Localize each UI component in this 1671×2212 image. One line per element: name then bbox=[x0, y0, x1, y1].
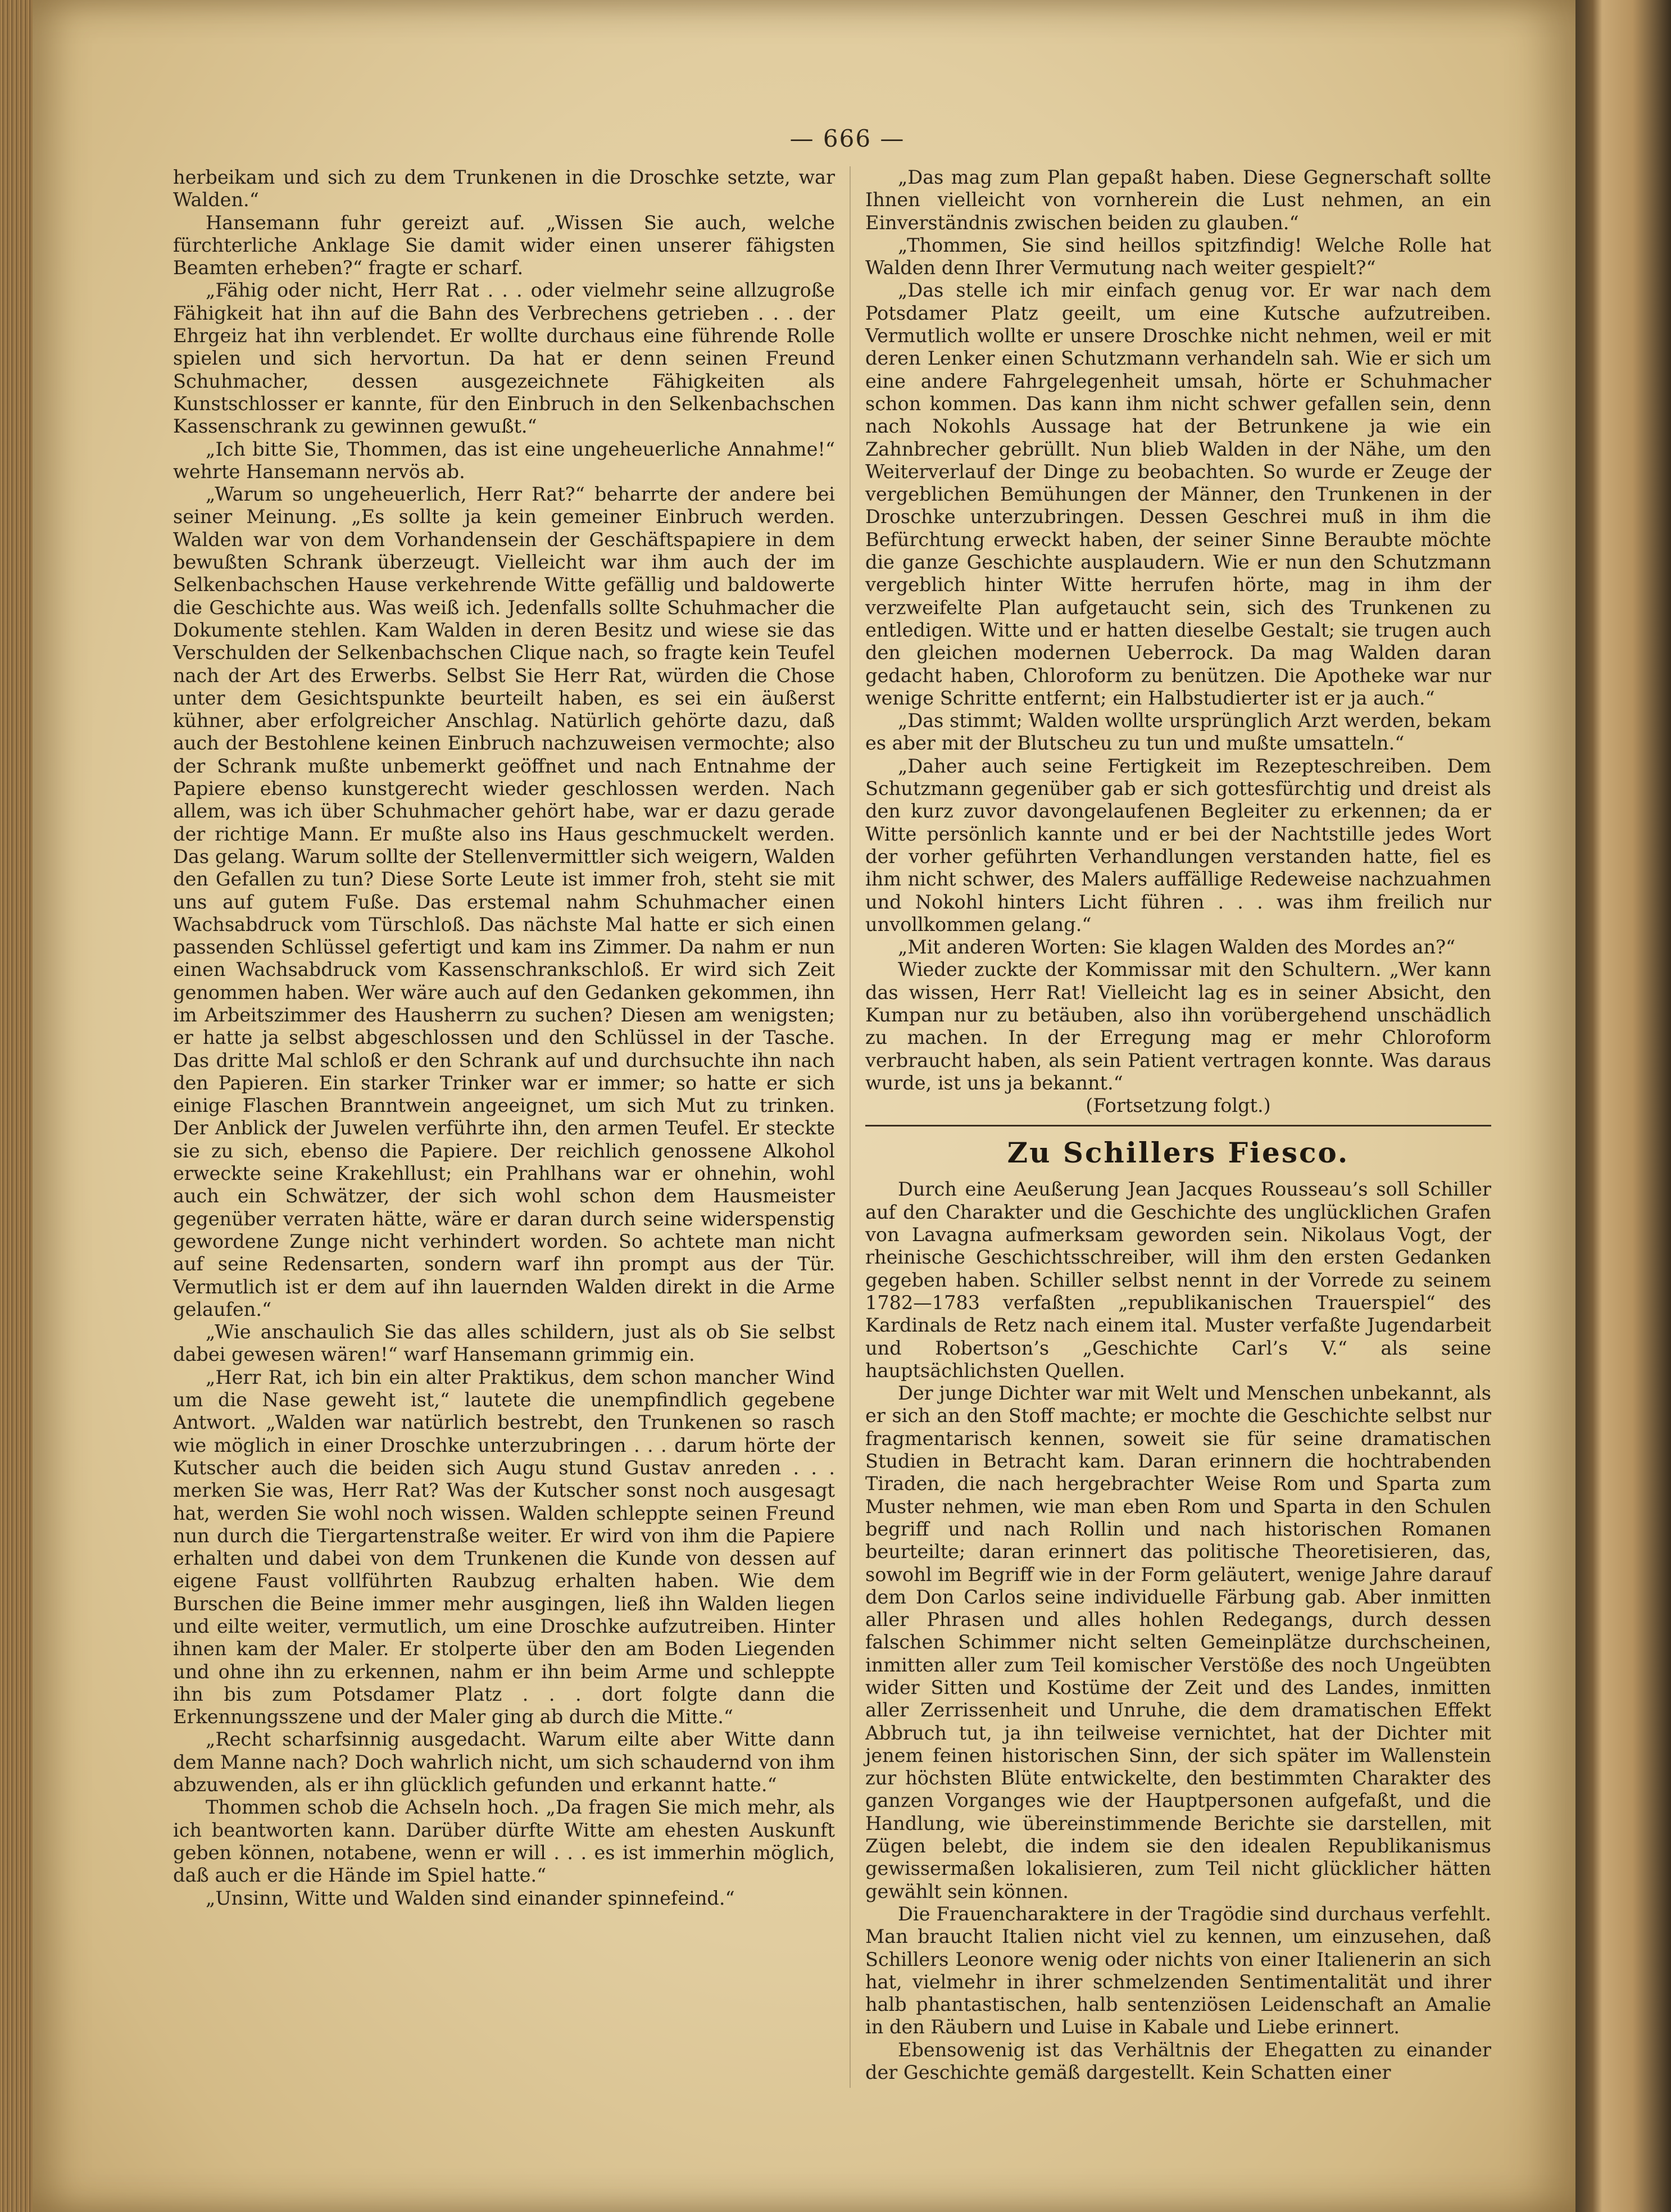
paragraph: Thommen schob die Achseln hoch. „Da fragen Sie mich mehr, als ich beantworten kann. Darüber dürfte Witte am ehesten Auskunft geben können, notabene, wenn er will . . . es ist immerhin möglich, daß auch er die Hände im Spiel hatte.“ bbox=[173, 1796, 835, 1887]
paragraph: „Unsinn, Witte und Walden sind einander spinnefeind.“ bbox=[206, 1887, 735, 1909]
book-page-edges-right bbox=[1575, 0, 1671, 2212]
paragraph: herbeikam und sich zu dem Trunkenen in die Droschke setzte, war Walden.“ bbox=[173, 166, 835, 211]
paragraph: „Recht scharfsinnig ausgedacht. Warum eilte aber Witte dann dem Manne nach? Doch wahrlich nicht, um sich schaudernd von ihm abzuwenden, als er ihn glücklich gefunden und erkannt hatte.“ bbox=[173, 1728, 835, 1796]
column-divider bbox=[850, 166, 851, 2088]
paragraph: „Mit anderen Worten: Sie klagen Walden des Mordes an?“ bbox=[898, 936, 1456, 959]
section-divider bbox=[865, 1125, 1491, 1127]
paragraph: Der junge Dichter war mit Welt und Menschen unbekannt, als er sich an den Stoff machte; er mochte die Geschichte selbst nur fragmentarisch kennen, soweit sie für seine dramatischen Studien in Betracht kam. Daran erinnern die hochtrabenden Tiraden, die nach hergebrachter Weise Rom und Sparta zum Muster nehmen, wie man eben Rom und Sparta in den Schulen begriff und nach Rollin und nach historischen Romanen beurteilte; daran erinnert das politische Theoretisieren, das, sowohl im Begriff wie in der Form geläutert, wenige Jahre darauf dem Don Carlos seine individuelle Färbung gab. Aber inmitten aller Phrasen und alles hohlen Redegangs, durch dessen falschen Schimmer nicht selten Gemeinplätze durchscheinen, inmitten aller zum Teil komischer Verstöße des noch Ungeübten wider Sitten und Kostüme der Zeit und des Landes, inmitten aller Zerrissenheit und Unruhe, die dem dramatischen Effekt Abbruch tut, ja ihn teilweise vernichtet, hat der Dichter mit jenem feinen historischen Sinn, der sich später im Wallenstein zur höchsten Blüte entwickelte, den bestimmten Charakter des ganzen Vorganges wie der Hauptpersonen aufgefaßt, und die Handlung, wie übereinstimmende Berichte sie darstellen, mit Zügen belebt, die indem sie den idealen Republikanismus gewissermaßen lokalisieren, zum Teil nicht glücklicher hätten gewählt sein können. bbox=[865, 1382, 1491, 1902]
article-heading: Zu Schillers Fiesco. bbox=[1007, 1136, 1350, 1170]
paragraph: „Das mag zum Plan gepaßt haben. Diese Gegnerschaft sollte Ihnen vielleicht von vornherein die Lust nehmen, an ein Einverständnis zwischen beiden zu glauben.“ bbox=[865, 166, 1491, 234]
paragraph: Wieder zuckte der Kommissar mit den Schultern. „Wer kann das wissen, Herr Rat! Vielleicht lag es in seiner Absicht, den Kumpan nur zu betäuben, also ihn vorübergehend unschädlich zu machen. In der Erregung mag er mehr Chloroform verbraucht haben, als sein Patient vertragen konnte. Was daraus wurde, ist uns ja bekannt.“ bbox=[865, 959, 1491, 1094]
paragraph: „Daher auch seine Fertigkeit im Rezepteschreiben. Dem Schutzmann gegenüber gab er sich gottesfürchtig und dreist als den kurz zuvor davongelaufenen Begleiter zu erkennen; da er Witte persönlich kannte und er bei der Nachtstille jedes Wort der vorher geführten Verhandlungen verstanden hatte, fiel es ihm nicht schwer, des Malers auffällige Redeweise nachzuahmen und Nokohl hinters Licht führen . . . was ihm freilich nur unvollkommen gelang.“ bbox=[865, 755, 1491, 935]
paragraph: Ebensowenig ist das Verhältnis der Ehegatten zu einander der Geschichte gemäß dargestellt. Kein Schatten einer bbox=[865, 2038, 1491, 2084]
paragraph: „Wie anschaulich Sie das alles schildern, just als ob Sie selbst dabei gewesen wären!“ warf Hansemann grimmig ein. bbox=[173, 1321, 835, 1366]
paragraph: „Warum so ungeheuerlich, Herr Rat?“ beharrte der andere bei seiner Meinung. „Es sollte ja kein gemeiner Einbruch werden. Walden war von dem Vorhandensein der Geschäftspapiere in dem bewußten Schrank überzeugt. Vielleicht war ihm auch der im Selkenbachschen Hause verkehrende Witte gefällig und baldowerte die Geschichte aus. Was weiß ich. Jedenfalls sollte Schuhmacher die Dokumente stehlen. Kam Walden in deren Besitz und wiese sie das Verschulden der Selkenbachschen Clique nach, so fragte kein Teufel nach der Art des Erwerbs. Selbst Sie Herr Rat, würden die Chose unter dem Gesichtspunkte beurteilt haben, es sei ein äußerst kühner, aber erfolgreicher Anschlag. Natürlich gehörte dazu, daß auch der Bestohlene keinen Einbruch nachzuweisen vermochte; also der Schrank mußte unbemerkt geöffnet und nach Entnahme der Papiere ebenso kunstgerecht wieder geschlossen werden. Nach allem, was ich über Schuhmacher gehört habe, war er dazu gerade der richtige Mann. Er mußte also ins Haus geschmuckelt werden. Das gelang. Warum sollte der Stellenvermittler sich weigern, Walden den Gefallen zu tun? Diese Sorte Leute ist immer froh, steht sie mit uns auf gutem Fuße. Das erstemal nahm Schuhmacher einen Wachsabdruck vom Türschloß. Das nächste Mal hatte er sich einen passenden Schlüssel gefertigt und kam ins Zimmer. Da nahm er nun einen Wachsabdruck vom Kassenschrankschloß. Er wird sich Zeit genommen haben. Wer wäre auch auf den Gedanken gekommen, ihn im Arbeitszimmer des Hausherrn zu suchen? Diesen am wenigsten; er hatte ja selbst abgeschlossen und den Schlüssel in der Tasche. Das dritte Mal schloß er den Schrank auf und durchsuchte ihn nach den Papieren. Ein starker Trinker war er immer; so hatte er sich einige Flaschen Branntwein angeeignet, um sich Mut zu trinken. Der Anblick der Juwelen verführte ihn, den armen Teufel. Er steckte sie zu sich, ebenso die Papiere. Der reichlich genossene Alkohol erweckte seine Krakehllust; ein Prahlhans war er ohnehin, wohl auch ein Schwätzer, der sich wohl schon dem Hausmeister gegenüber verraten hätte, wäre er daran durch seine widerspenstig gewordene Zunge nicht verhindert worden. So achtete man nicht auf seine Redensarten, sondern warf ihn prompt aus der Tür. Vermutlich ist er dem auf ihn lauernden Walden direkt in die Arme gelaufen.“ bbox=[173, 483, 835, 1320]
paragraph: „Das stimmt; Walden wollte ursprünglich Arzt werden, bekam es aber mit der Blutscheu zu tun und mußte umsatteln.“ bbox=[865, 710, 1491, 755]
paragraph: Durch eine Aeußerung Jean Jacques Rousseau’s soll Schiller auf den Charakter und die Geschichte des unglücklichen Grafen von Lavagna aufmerksam geworden sein. Nikolaus Vogt, der rheinische Geschichtsschreiber, will ihm den ersten Gedanken gegeben haben. Schiller selbst nennt in der Vorrede zu seinem 1782—1783 verfaßten „republikanischen Trauerspiel“ des Kardinals de Retz nach einem ital. Muster verfaßte Jugendarbeit und Robertson’s „Geschichte Carl’s V.“ als seine hauptsächlichsten Quellen. bbox=[865, 1178, 1491, 1382]
paragraph: Hansemann fuhr gereizt auf. „Wissen Sie auch, welche fürchterliche Anklage Sie damit wider einen unserer fähigsten Beamten erheben?“ fragte er scharf. bbox=[173, 211, 835, 279]
continuation-note: (Fortsetzung folgt.) bbox=[1086, 1094, 1271, 1117]
paragraph: Die Frauencharaktere in der Tragödie sind durchaus verfehlt. Man braucht Italien nicht viel zu kennen, um einzusehen, daß Schillers Leonore wenig oder nichts von einer Italienerin an sich hat, vielmehr in ihrer schmelzenden Sentimentalität und ihrer halb phantastischen, halb sentenziösen Leidenschaft an Amalie in den Räubern und Luise in Kabale und Liebe erinnert. bbox=[865, 1902, 1491, 2038]
left-text-column bbox=[173, 166, 835, 1910]
paragraph: „Das stelle ich mir einfach genug vor. Er war nach dem Potsdamer Platz geeilt, um eine Kutsche aufzutreiben. Vermutlich wollte er unsere Droschke nicht nehmen, weil er mit deren Lenker einen Schutzmann verhandeln sah. Wie er sich um eine andere Fahrgelegenheit umsah, hörte er Schuhmacher schon kommen. Das kann ihm nicht schwer gefallen sein, denn nach Nokohls Aussage hat der Betrunkene ja wie ein Zahnbrecher gebrüllt. Nun blieb Walden in der Nähe, um den Weiterverlauf der Dinge zu beobachten. So wurde er Zeuge der vergeblichen Bemühungen der Männer, den Trunkenen in der Droschke unterzubringen. Dessen Geschrei muß in ihm die Befürchtung erweckt haben, der seiner Sinne Beraubte möchte die ganze Geschichte ausplaudern. Wie er nun den Schutzmann vergeblich hinter Witte herrufen hörte, mag in ihm der verzweifelte Plan aufgetaucht sein, sich des Trunkenen zu entledigen. Witte und er hatten dieselbe Gestalt; sie trugen auch den gleichen modernen Ueberrock. Da mag Walden daran gedacht haben, Chloroform zu benützen. Die Apotheke war nur wenige Schritte entfernt; ein Halbstudierter ist er ja auch.“ bbox=[865, 279, 1491, 709]
paragraph: „Fähig oder nicht, Herr Rat . . . oder vielmehr seine allzugroße Fähigkeit hat ihn auf die Bahn des Verbrechens getrieben . . . der Ehrgeiz hat ihn verblendet. Er wollte durchaus eine führende Rolle spielen und sich hervortun. Da hat er denn seinen Freund Schuhmacher, dessen ausgezeichnete Fähigkeiten als Kunstschlosser er kannte, für den Einbruch in den Selkenbachschen Kassenschrank zu gewinnen gewußt.“ bbox=[173, 279, 835, 438]
paragraph: „Thommen, Sie sind heillos spitzfindig! Welche Rolle hat Walden denn Ihrer Vermutung nach weiter gespielt?“ bbox=[865, 234, 1491, 279]
paragraph: „Herr Rat, ich bin ein alter Praktikus, dem schon mancher Wind um die Nase geweht ist,“ lautete die unempfindlich gegebene Antwort. „Walden war natürlich bestrebt, den Trunkenen so rasch wie möglich in einer Droschke unterzubringen . . . darum hörte der Kutscher auch die beiden sich Augu stund Gustav anreden . . . merken Sie was, Herr Rat? Was der Kutscher sonst noch ausgesagt hat, werden Sie wohl noch wissen. Walden schleppte seinen Freund nun durch die Tiergartenstraße weiter. Er wird von ihm die Papiere erhalten und dabei von dem Trunkenen die Kunde von dessen auf eigene Faust vollführten Raubzug erhalten haben. Wie dem Burschen die Beine immer mehr ausgingen, ließ ihn Walden liegen und eilte weiter, vermutlich, um eine Droschke aufzutreiben. Hinter ihnen kam der Maler. Er stolperte über den am Boden Liegenden und ohne ihn zu erkennen, nahm er ihn beim Arme und schleppte ihn bis zum Potsdamer Platz . . . dort folgte dann die Erkennungsszene und der Maler ging ab durch die Mitte.“ bbox=[173, 1366, 835, 1728]
right-text-column bbox=[865, 166, 1491, 2084]
paragraph: „Ich bitte Sie, Thommen, das ist eine ungeheuerliche Annahme!“ wehrte Hansemann nervös ab. bbox=[173, 438, 835, 483]
book-page-edges-left bbox=[0, 0, 33, 2212]
page-number: — 666 — bbox=[789, 125, 905, 152]
